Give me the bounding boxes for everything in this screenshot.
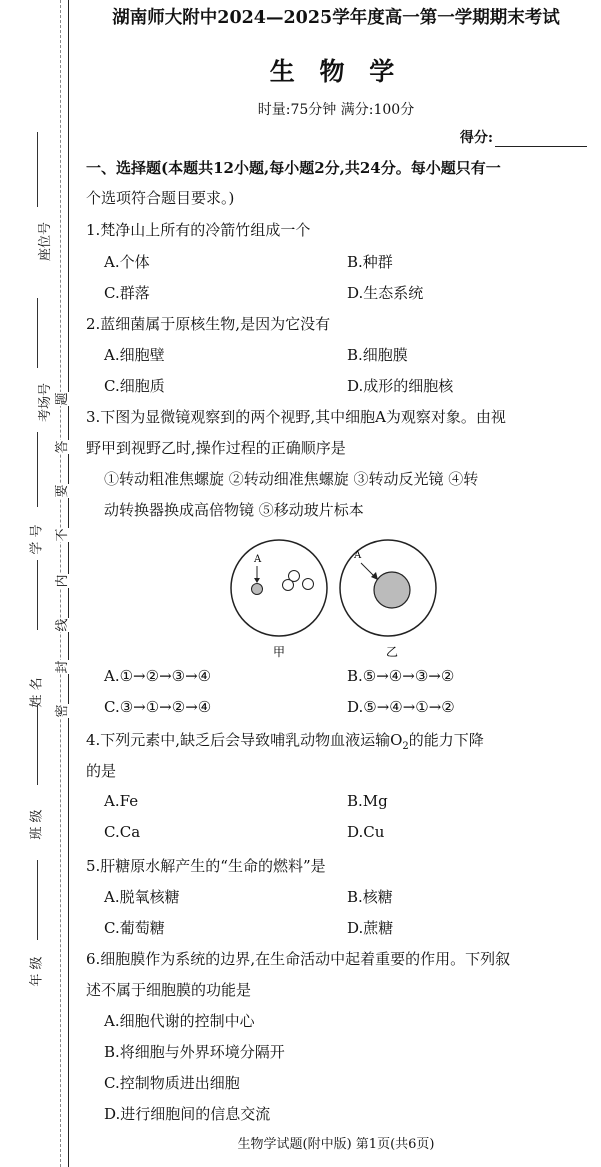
subject-title: 生 物 学 bbox=[269, 57, 403, 86]
grade-label: 年 级 bbox=[29, 956, 45, 987]
q1-option-b[interactable]: B.种群 bbox=[347, 253, 393, 271]
seat-number-label: 座位号 bbox=[38, 221, 54, 262]
seal-char: 封 bbox=[55, 660, 70, 674]
q5-option-c[interactable]: C.葡萄糖 bbox=[104, 919, 165, 937]
label-a-large: A bbox=[354, 550, 362, 561]
question-3-steps-line2: 动转换器换成高倍物镜 ⑤移动玻片标本 bbox=[104, 501, 364, 519]
cell-a-large bbox=[374, 572, 410, 608]
q2-option-c[interactable]: C.细胞质 bbox=[104, 377, 165, 395]
q5-option-d[interactable]: D.蔗糖 bbox=[347, 919, 394, 937]
cell-small-3 bbox=[303, 579, 314, 590]
student-id-label: 学 号 bbox=[29, 524, 45, 555]
class-label: 班 级 bbox=[29, 809, 45, 840]
q3-option-a[interactable]: A.①→②→③→④ bbox=[104, 667, 212, 685]
label-a-small: A bbox=[254, 554, 262, 565]
question-1-stem: 1.梵净山上所有的冷箭竹组成一个 bbox=[86, 221, 311, 239]
score-blank[interactable] bbox=[495, 132, 587, 147]
q6-option-d[interactable]: D.进行细胞间的信息交流 bbox=[104, 1105, 271, 1123]
field-jia-circle bbox=[231, 540, 327, 636]
grade-blank bbox=[37, 860, 38, 940]
seal-char: 题 bbox=[55, 392, 70, 406]
question-3-stem-line1: 3.下图为显微镜观察到的两个视野,其中细胞A为观察对象。由视 bbox=[86, 408, 506, 426]
label-yi: 乙 bbox=[386, 645, 399, 659]
q5-option-a[interactable]: A.脱氧核糖 bbox=[104, 888, 180, 906]
q4-option-a[interactable]: A.Fe bbox=[104, 792, 139, 810]
q5-option-b[interactable]: B.核糖 bbox=[347, 888, 393, 906]
question-4-stem-line1: 4.下列元素中,缺乏后会导致哺乳动物血液运输$O_2$的能力下降 bbox=[86, 731, 484, 752]
seal-char: 密 bbox=[55, 704, 70, 718]
question-6-stem-line2: 述不属于细胞膜的功能是 bbox=[86, 981, 252, 999]
seal-char: 答 bbox=[55, 440, 70, 454]
arrow-a-small-head bbox=[254, 578, 260, 583]
cell-a-small bbox=[252, 584, 263, 595]
cell-small-2 bbox=[283, 580, 294, 591]
name-label: 姓 名 bbox=[29, 677, 45, 708]
q2-option-a[interactable]: A.细胞壁 bbox=[104, 346, 165, 364]
question-5-stem: 5.肝糖原水解产生的“生命的燃料”是 bbox=[86, 857, 326, 875]
exam-room-label: 考场号 bbox=[38, 382, 54, 423]
q4-option-d[interactable]: D.Cu bbox=[347, 823, 385, 841]
q6-option-b[interactable]: B.将细胞与外界环境分隔开 bbox=[104, 1043, 285, 1061]
seal-char: 内 bbox=[55, 574, 70, 588]
q3-option-d[interactable]: D.⑤→④→①→② bbox=[347, 698, 455, 716]
q6-option-c[interactable]: C.控制物质进出细胞 bbox=[104, 1074, 240, 1092]
class-blank bbox=[37, 705, 38, 785]
arrow-a-large-line bbox=[361, 563, 374, 576]
question-3-stem-line2: 野甲到视野乙时,操作过程的正确顺序是 bbox=[86, 439, 346, 457]
seal-char: 线 bbox=[55, 618, 70, 632]
q1-option-a[interactable]: A.个体 bbox=[104, 253, 150, 271]
student-id-blank bbox=[37, 432, 38, 507]
seal-char: 不 bbox=[55, 528, 70, 542]
q1-option-c[interactable]: C.群落 bbox=[104, 284, 150, 302]
score-field bbox=[460, 127, 587, 147]
exam-room-blank bbox=[37, 298, 38, 368]
question-4-stem-line2: 的是 bbox=[86, 762, 117, 780]
seal-char: 要 bbox=[55, 484, 70, 498]
name-blank bbox=[37, 560, 38, 630]
q6-option-a[interactable]: A.细胞代谢的控制中心 bbox=[104, 1012, 255, 1030]
exam-title: 湖南师大附中2024—2025学年度高一第一学期期末考试 bbox=[112, 8, 560, 28]
label-jia: 甲 bbox=[273, 645, 286, 659]
question-2-stem: 2.蓝细菌属于原核生物,是因为它没有 bbox=[86, 315, 331, 333]
question-6-stem-line1: 6.细胞膜作为系统的边界,在生命活动中起着重要的作用。下列叙 bbox=[86, 950, 511, 968]
arrow-a-large-head bbox=[371, 572, 378, 580]
q4-option-b[interactable]: B.Mg bbox=[347, 792, 388, 810]
q3-option-c[interactable]: C.③→①→②→④ bbox=[104, 698, 212, 716]
score-label: 得分: bbox=[459, 130, 493, 146]
section-header-line1: 一、选择题(本题共12小题,每小题2分,共24分。每小题只有一 bbox=[86, 159, 501, 177]
question-3-steps-line1: ①转动粗准焦螺旋 ②转动细准焦螺旋 ③转动反光镜 ④转 bbox=[104, 470, 479, 488]
q2-option-d[interactable]: D.成形的细胞核 bbox=[347, 377, 454, 395]
q3-option-b[interactable]: B.⑤→④→③→② bbox=[347, 667, 455, 685]
q2-option-b[interactable]: B.细胞膜 bbox=[347, 346, 408, 364]
section-header-line2: 个选项符合题目要求。) bbox=[86, 189, 235, 207]
q1-option-d[interactable]: D.生态系统 bbox=[347, 284, 424, 302]
microscope-fields-figure bbox=[228, 536, 468, 660]
page-footer: 生物学试题(附中版) 第1页(共6页) bbox=[237, 1137, 435, 1152]
seat-number-blank bbox=[37, 132, 38, 207]
q4-option-c[interactable]: C.Ca bbox=[104, 823, 141, 841]
time-info: 时量:75分钟 满分:100分 bbox=[257, 102, 415, 118]
